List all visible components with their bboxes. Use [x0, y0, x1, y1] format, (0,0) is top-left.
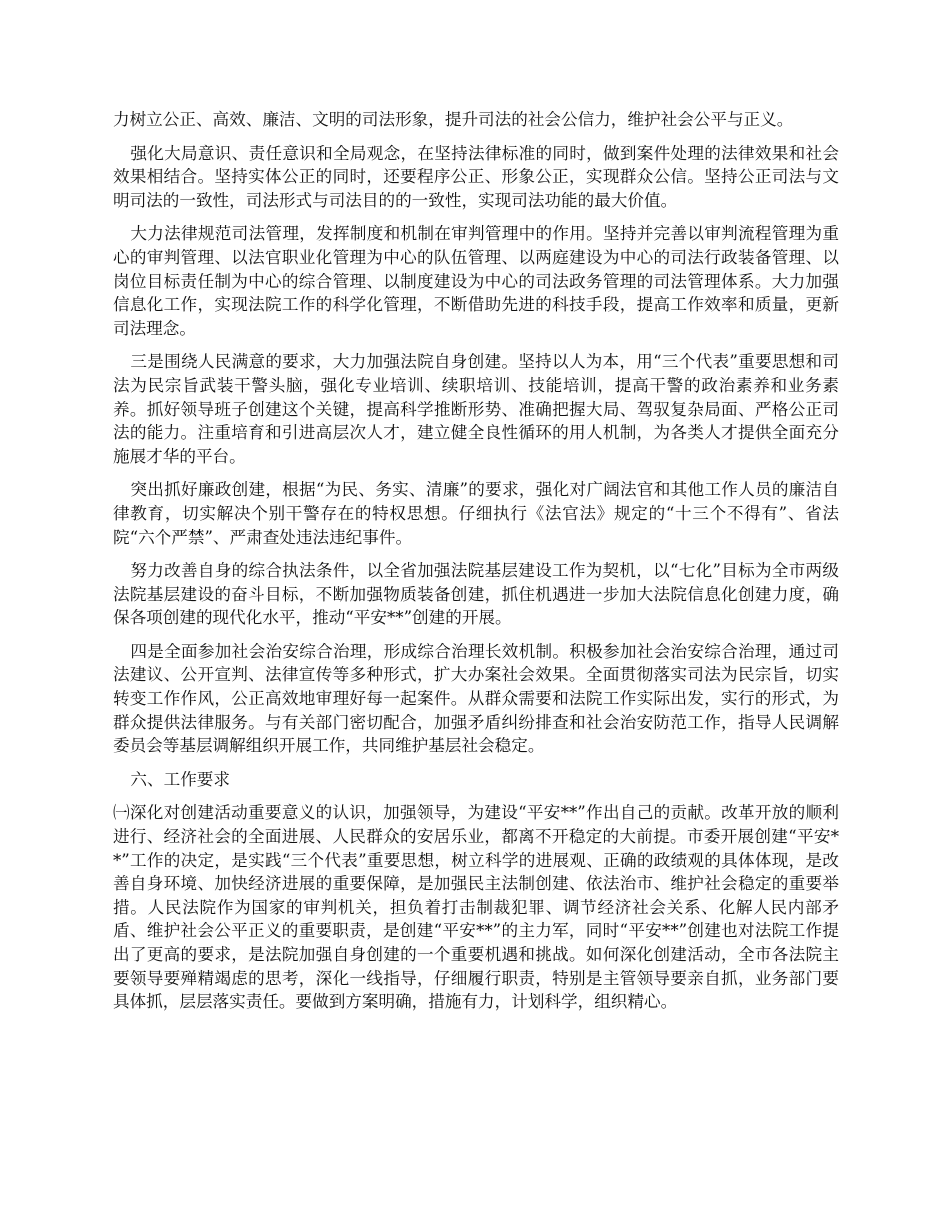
section-heading-work-requirements: 六、工作要求	[130, 769, 230, 789]
paragraph-social-governance: 四是全面参加社会治安综合治理，形成综合治理长效机制。积极参加社会治安综合治理，通过司法建议、公开宣判、法律宣传等多种形式，扩大办案社会效果。全面贯彻落实司法为民宗旨，切实转变工作作风，公正高效地审理好每一起案件。从群众需要和法院工作实际出发，实行的形式，为群众提供法律服务。与有关部门密切配合，加强矛盾纠纷排查和社会治安防范工作，指导人民调解委员会等基层调解组织开展工作，共同维护基层社会稳定。	[113, 641, 839, 756]
paragraph-continuation: 力树立公正、高效、廉洁、文明的司法形象，提升司法的社会公信力，维护社会公平与正义。	[113, 110, 794, 129]
paragraph-overall-awareness: 强化大局意识、责任意识和全局观念，在坚持法律标准的同时，做到案件处理的法律效果和社会效果相结合。坚持实体公正的同时，还要程序公正、形象公正，实现群众公信。坚持公正司法与文明司法的一致性，司法形式与司法目的的一致性，实现司法功能的最大价值。	[113, 143, 839, 210]
document-page	[113, 108, 839, 1024]
paragraph-anti-corruption: 突出抓好廉政创建，根据“为民、务实、清廉”的要求，强化对广阔法官和其他工作人员的廉洁自律教育，切实解决个别干警存在的特权思想。仔细执行《法官法》规定的“十三个不得有”、省法院“六个严禁”、严肃查处违法违纪事件。	[113, 480, 839, 547]
paragraph-court-self-building: 三是围绕人民满意的要求，大力加强法院自身创建。坚持以人为本，用“三个代表”重要思想和司法为民宗旨武装干警头脑，强化专业培训、续职培训、技能培训，提高干警的政治素养和业务素养。抓好领导班子创建这个关键，提高科学推断形势、准确把握大局、驾驭复杂局面、严格公正司法的能力。注重培育和引进高层次人才，建立健全良性循环的用人机制，为各类人才提供全面充分施展才华的平台。	[113, 352, 839, 466]
paragraph-enforcement-conditions: 努力改善自身的综合执法条件，以全省加强法院基层建设工作为契机，以“七化”目标为全市两级法院基层建设的奋斗目标，不断加强物质装备创建，抓住机遇进一步加大法院信息化创建力度，确保各项创建的现代化水平，推动“平安**”创建的开展。	[113, 561, 839, 628]
paragraph-requirement-one: ㈠深化对创建活动重要意义的认识，加强领导，为建设“平安**”作出自己的贡献。改革开放的顺利进行、经济社会的全面进展、人民群众的安居乐业，都离不开稳定的大前提。市委开展创建“平安**”工作的决定，是实践“三个代表”重要思想，树立科学的进展观、正确的政绩观的具体体现，是改善自身环境、加快经济进展的重要保障，是加强民主法制创建、依法治市、维护社会稳定的重要举措。人民法院作为国家的审判机关，担负着打击制裁犯罪、调节经济社会关系、化解人民内部矛盾、维护社会公平正义的重要职责，是创建“平安**”的主力军，同时“平安**”创建也对法院工作提出了更高的要求，是法院加强自身创建的一个重要机遇和挑战。如何深化创建活动，全市各法院主要领导要殚精竭虑的思考，深化一线指导，仔细履行职责，特别是主管领导要亲自抓，业务部门要具体抓，层层落实责任。要做到方案明确，措施有力，计划科学，组织精心。	[113, 803, 839, 1012]
paragraph-judicial-management: 大力法律规范司法管理，发挥制度和机制在审判管理中的作用。坚持并完善以审判流程管理为重心的审判管理、以法官职业化管理为中心的队伍管理、以两庭建设为中心的司法行政装备管理、以岗位目标责任制为中心的综合管理、以制度建设为中心的司法政务管理的司法管理体系。大力加强信息化工作，实现法院工作的科学化管理，不断借助先进的科技手段，提高工作效率和质量，更新司法理念。	[113, 224, 839, 338]
